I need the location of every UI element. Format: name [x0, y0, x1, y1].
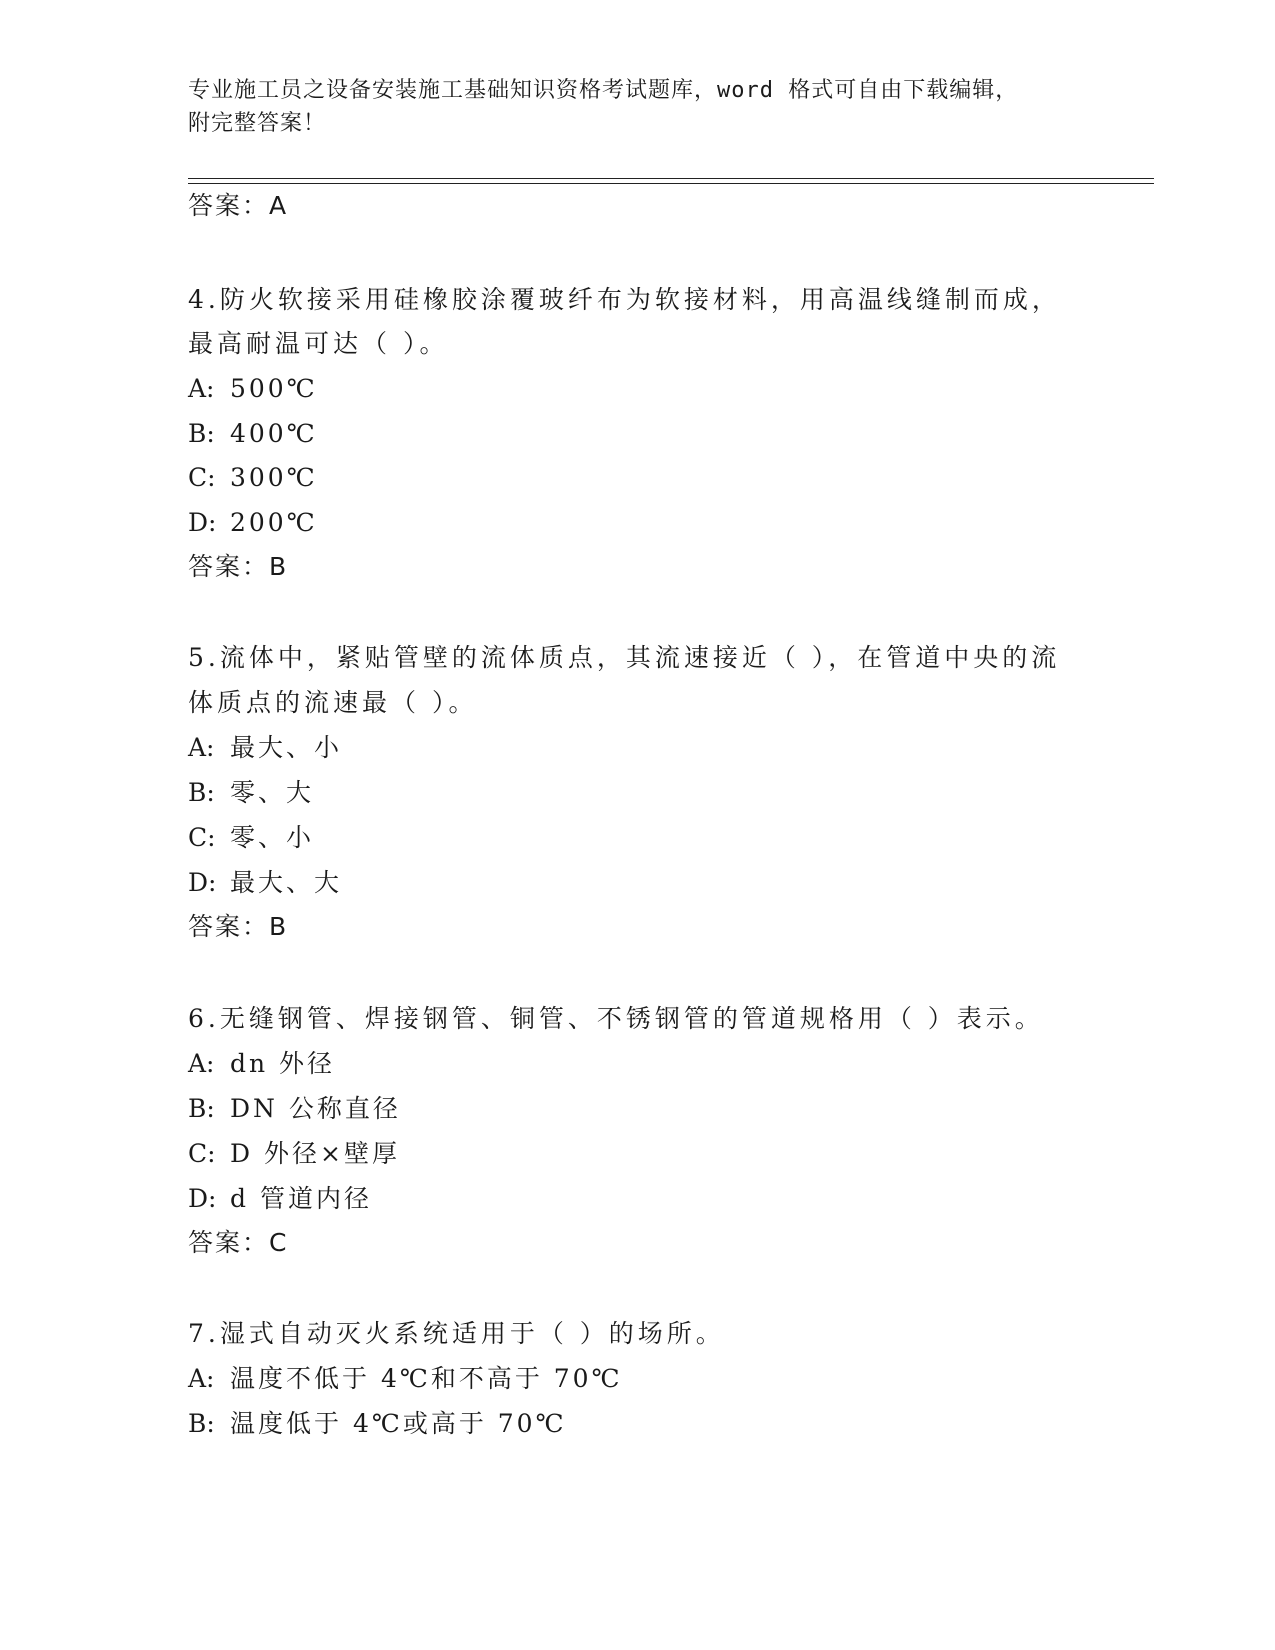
header-line-2: 附完整答案！ — [188, 111, 327, 136]
question-7-option-a — [188, 1362, 623, 1396]
question-7-option-b — [188, 1407, 567, 1441]
answer-6: 答案：C — [188, 1228, 289, 1257]
option-label: B: — [188, 1094, 215, 1123]
answer-3: 答案：A — [188, 191, 289, 220]
question-4-line-1: 4.防火软接采用硅橡胶涂覆玻纤布为软接材料，用高温线缝制而成， — [188, 285, 1061, 314]
option-text: 最大、大 — [230, 868, 343, 897]
header-line-1: 专业施工员之设备安装施工基础知识资格考试题库，word 格式可自由下载编辑， — [188, 78, 1019, 103]
option-text: 零、小 — [230, 823, 315, 852]
option-label: A: — [188, 1364, 215, 1393]
option-text: 500℃ — [230, 374, 318, 403]
question-5-option-a — [188, 731, 342, 765]
question-5-option-b — [188, 776, 314, 810]
question-7-line-1: 7.湿式自动灭火系统适用于（ ）的场所。 — [188, 1319, 725, 1348]
question-6-option-d — [188, 1182, 372, 1216]
option-label: B: — [188, 419, 215, 448]
header-divider-bottom — [188, 183, 1154, 184]
option-label: A: — [188, 374, 215, 403]
option-text: 零、大 — [230, 778, 315, 807]
document-header — [188, 74, 1068, 140]
answer-4: 答案：B — [188, 552, 289, 581]
option-text: dn 外径 — [230, 1049, 336, 1078]
question-5-line-2: 体质点的流速最（ ）。 — [188, 688, 478, 717]
question-5-option-d — [188, 866, 342, 900]
option-label: D: — [188, 1184, 217, 1213]
question-4-option-c — [188, 461, 318, 495]
question-4-line-2: 最高耐温可达（ ）。 — [188, 329, 449, 358]
question-6-option-a — [188, 1047, 335, 1081]
question-4-option-a — [188, 372, 318, 406]
option-label: C: — [188, 463, 216, 492]
question-6-option-b — [188, 1092, 401, 1126]
question-4-option-b — [188, 417, 318, 451]
option-text: D 外径×壁厚 — [230, 1139, 400, 1168]
question-6-option-c — [188, 1137, 400, 1171]
option-text: DN 公称直径 — [230, 1094, 401, 1123]
question-4-option-d — [188, 506, 318, 540]
question-5-line-1: 5.流体中，紧贴管壁的流体质点，其流速接近（ ），在管道中央的流 — [188, 643, 1061, 672]
option-text: 300℃ — [230, 463, 318, 492]
question-6-line-1: 6.无缝钢管、焊接钢管、铜管、不锈钢管的管道规格用（ ）表示。 — [188, 1004, 1044, 1033]
option-label: C: — [188, 1139, 216, 1168]
option-text: 最大、小 — [230, 733, 343, 762]
header-divider-top — [188, 178, 1154, 179]
option-label: B: — [188, 1409, 215, 1438]
answer-5: 答案：B — [188, 912, 289, 941]
option-text: 温度低于 4℃或高于 70℃ — [230, 1409, 567, 1438]
option-text: d 管道内径 — [230, 1184, 372, 1213]
option-label: B: — [188, 778, 215, 807]
option-text: 温度不低于 4℃和不高于 70℃ — [230, 1364, 623, 1393]
question-5-option-c — [188, 821, 314, 855]
option-label: D: — [188, 508, 217, 537]
option-label: A: — [188, 733, 215, 762]
option-label: A: — [188, 1049, 215, 1078]
option-text: 400℃ — [230, 419, 318, 448]
option-label: D: — [188, 868, 217, 897]
option-label: C: — [188, 823, 216, 852]
option-text: 200℃ — [230, 508, 318, 537]
